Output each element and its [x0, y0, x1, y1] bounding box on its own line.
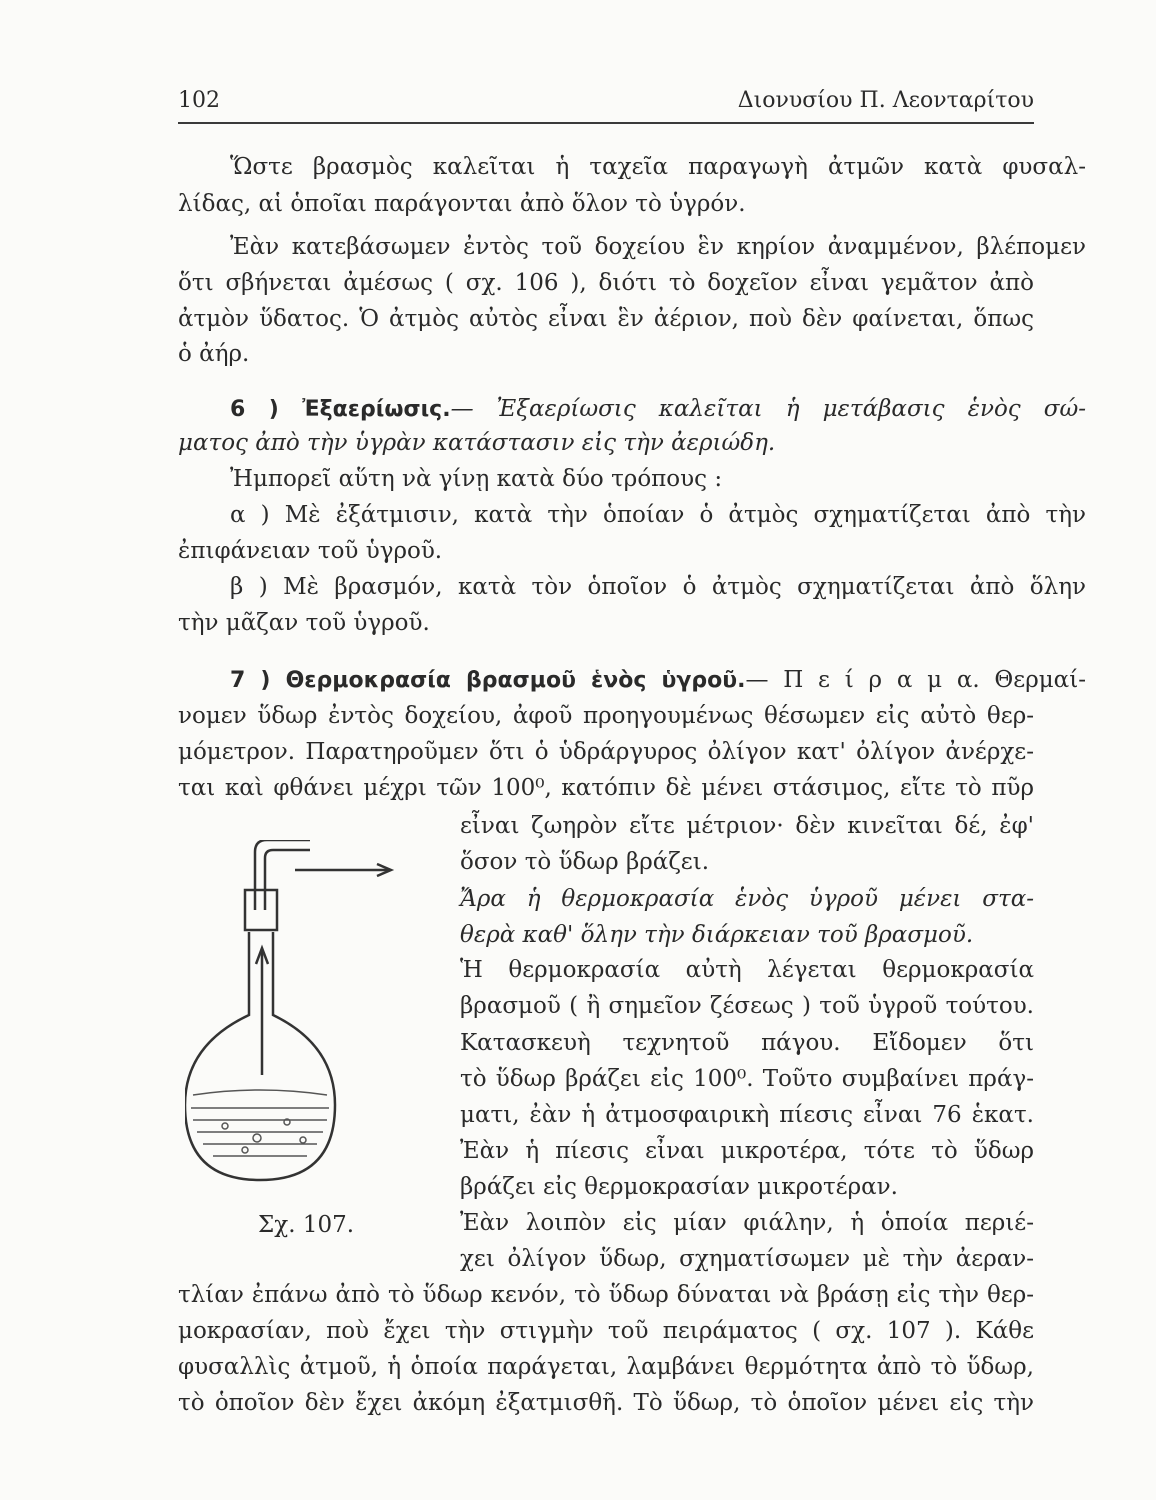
text-line: τλίαν ἐπάνω ἀπὸ τὸ ὕδωρ κενόν, τὸ ὕδωρ δύναται νὰ βράσῃ εἰς τὴν θερ- [178, 1282, 1034, 1308]
page-header [178, 82, 1034, 124]
text-line: ὅτι σβήνεται ἀμέσως ( σχ. 106 ), διότι τὸ δοχεῖον εἶναι γεμᾶτον ἀπὸ [178, 270, 1034, 296]
text-line: ὅσον τὸ ὕδωρ βράζει. [460, 849, 710, 875]
page-number: 102 [178, 88, 220, 113]
text-line: Ἐὰν λοιπὸν εἰς μίαν φιάλην, ἡ ὁποία περιέ- [460, 1210, 1034, 1236]
text-line: φυσαλλὶς ἀτμοῦ, ἡ ὁποία παράγεται, λαμβάνει θερμότητα ἀπὸ τὸ ὕδωρ, [178, 1354, 1034, 1380]
text-line: ἐπιφάνειαν τοῦ ὑγροῦ. [178, 538, 443, 564]
figure-caption: Σχ. 107. [258, 1212, 355, 1238]
text-line: ται καὶ φθάνει μέχρι τῶν 100⁰, κατόπιν δὲ μένει στάσιμος, εἴτε τὸ πῦρ [178, 775, 1034, 801]
liquid [191, 1090, 329, 1156]
flask-illustration [185, 840, 455, 1210]
flask-body [185, 932, 335, 1180]
text-line: νομεν ὕδωρ ἐντὸς δοχείου, ἀφοῦ προηγουμένως θέσωμεν εἰς αὐτὸ θερ- [178, 703, 1034, 729]
section-title: 6 ) Ἐξαερίωσις. [230, 397, 451, 422]
text-line: β ) Μὲ βρασμόν, κατὰ τὸν ὁποῖον ὁ ἀτμὸς σχηματίζεται ἀπὸ ὅλην [230, 574, 1086, 600]
text-line: τὴν μᾶζαν τοῦ ὑγροῦ. [178, 610, 430, 636]
subheading-line: Κατασκευὴ τεχνητοῦ πάγου. Εἴδομεν ὅτι [460, 1030, 1034, 1056]
text-line: Ἐὰν κατεβάσωμεν ἐντὸς τοῦ δοχείου ἓν κηρίον ἀναμμένον, βλέπομεν [230, 234, 1086, 260]
text-line: θερὰ καθ' ὅλην τὴν διάρκειαν τοῦ βρασμοῦ. [460, 922, 974, 948]
section-heading-6 [178, 394, 1086, 425]
text-line: Ὥστε βρασμὸς καλεῖται ἡ ταχεῖα παραγωγὴ ἀτμῶν κατὰ φυσαλ- [230, 154, 1086, 180]
text-line: τὸ ὕδωρ βράζει εἰς 100⁰. Τοῦτο συμβαίνει πράγ- [460, 1066, 1034, 1092]
text-line: α ) Μὲ ἐξάτμισιν, κατὰ τὴν ὁποίαν ὁ ἀτμὸς σχηματίζεται ἀπὸ τὴν [230, 502, 1086, 528]
flask-stopper [245, 890, 277, 930]
experiment-label: — Π ε ί ρ α μ α. Θερμαί- [745, 667, 1086, 693]
section-title: 7 ) Θερμοκρασία βρασμοῦ ἑνὸς ὑγροῦ. [230, 668, 746, 693]
text-line: λίδας, αἱ ὁποῖαι παράγονται ἀπὸ ὅλον τὸ ὑγρόν. [178, 191, 746, 217]
text-line: μόμετρον. Παρατηροῦμεν ὅτι ὁ ὑδράργυρος ὀλίγον κατ' ὀλίγον ἀνέρχε- [178, 739, 1034, 765]
text-line: Ἐὰν ἡ πίεσις εἶναι μικροτέρα, τότε τὸ ὕδωρ [460, 1138, 1034, 1164]
text-line: τὸ ὁποῖον δὲν ἔχει ἀκόμη ἐξατμισθῆ. Τὸ ὕδωρ, τὸ ὁποῖον μένει εἰς τὴν [178, 1390, 1034, 1416]
flask-tube-inner [265, 850, 310, 910]
running-title: Διονυσίου Π. Λεονταρίτου [737, 88, 1034, 113]
section-definition: — Ἐξαερίωσις καλεῖται ἡ μετάβασις ἑνὸς σώ- [450, 396, 1087, 422]
text-line: Ἠμπορεῖ αὕτη νὰ γίνῃ κατὰ δύο τρόπους : [230, 466, 723, 492]
text-line: βράζει εἰς θερμοκρασίαν μικροτέραν. [460, 1174, 898, 1200]
text-line: Ἄρα ἡ θερμοκρασία ἑνὸς ὑγροῦ μένει στα- [460, 886, 1034, 912]
text-line: μοκρασίαν, ποὺ ἔχει τὴν στιγμὴν τοῦ πειράματος ( σχ. 107 ). Κάθε [178, 1318, 1034, 1344]
text-line: ματι, ἐὰν ἡ ἀτμοσφαιρικὴ πίεσις εἶναι 76 ἑκατ. [460, 1102, 1034, 1128]
text-line: ματος ἀπὸ τὴν ὑγρὰν κατάστασιν εἰς τὴν ἀεριώδη. [178, 430, 776, 456]
text-line: ἀτμὸν ὕδατος. Ὁ ἀτμὸς αὐτὸς εἶναι ἓν ἀέριον, ποὺ δὲν φαίνεται, ὅπως [178, 306, 1034, 332]
text-line: Ἡ θερμοκρασία αὐτὴ λέγεται θερμοκρασία [460, 957, 1034, 983]
text-line: χει ὀλίγον ὕδωρ, σχηματίσωμεν μὲ τὴν ἀεραν- [460, 1246, 1034, 1272]
section-heading-7 [178, 665, 1086, 696]
text-line: εἶναι ζωηρὸν εἴτε μέτριον· δὲν κινεῖται δέ, ἐφ' [460, 813, 1034, 839]
text-line: βρασμοῦ ( ἢ σημεῖον ζέσεως ) τοῦ ὑγροῦ τούτου. [460, 993, 1034, 1019]
text-line: ὁ ἀήρ. [178, 341, 250, 367]
